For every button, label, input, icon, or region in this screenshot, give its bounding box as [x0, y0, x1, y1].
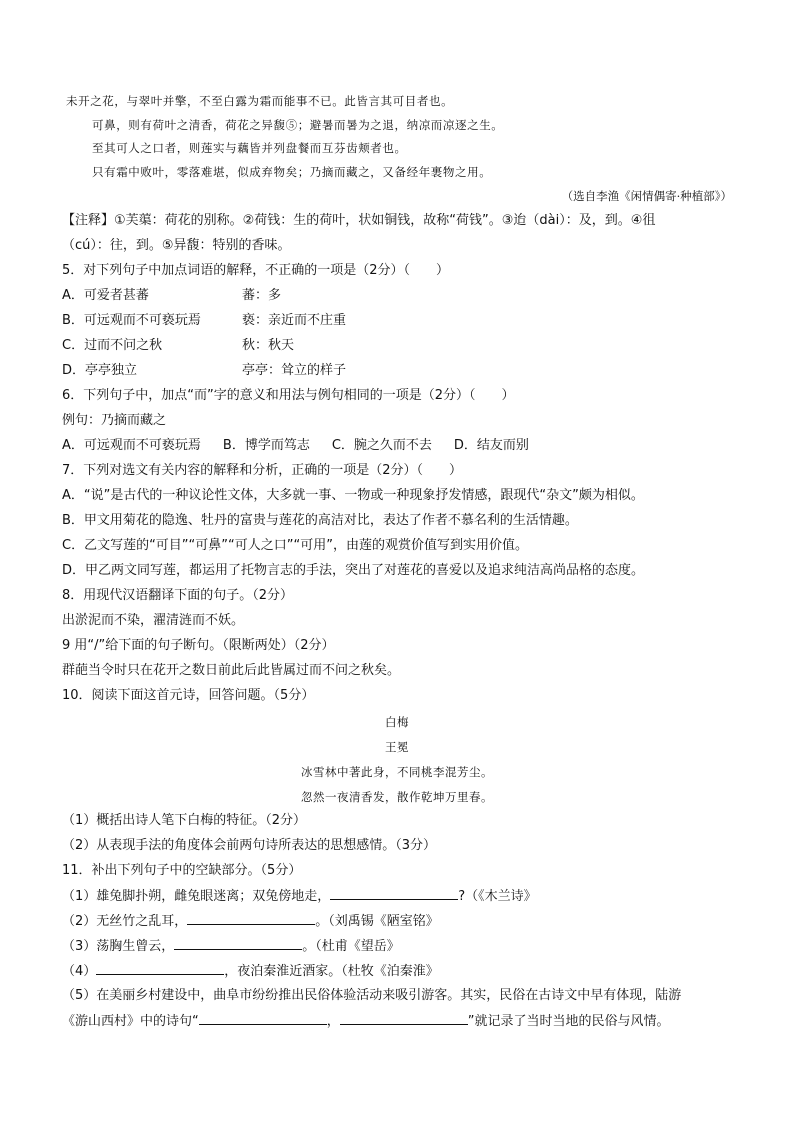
q11-item-1-text: （1）雄兔脚扑朔，雌兔眼迷离；双兔傍地走，	[62, 889, 331, 904]
q5-option-a	[62, 287, 281, 305]
q7-option-b: B．甲文用菊花的隐逸、牡丹的富贵与莲花的高洁对比，表达了作者不慕名利的生活情趣。	[62, 513, 578, 528]
q5-option-d-expl: 亭亭：耸立的样子	[242, 363, 347, 378]
q11-item-3-source: 。（杜甫《望岳》	[302, 939, 400, 954]
poem-author: 王冕	[385, 740, 409, 754]
q5-option-c-expl: 秋：秋天	[242, 338, 295, 353]
notes-line-1: 【注释】①芙蕖：荷花的别称。②荷钱：生的荷叶，状如铜钱，故称“荷钱”。③迨（dài）：及，到。④徂	[62, 213, 656, 228]
q11-item-3-text: （3）荡胸生曾云，	[62, 939, 175, 954]
q7-option-a: A．“说”是古代的一种议论性文体，大多就一事、一物或一种现象抒发情感，跟现代“杂文”颇为相似。	[62, 488, 644, 503]
q8-stem: 8．用现代汉语翻译下面的句子。（2分）	[62, 588, 294, 603]
q11-item-2-source: 。（刘禹锡《陋室铭》	[315, 914, 439, 929]
passage-source: （选自李渔《闲情偶寄·种植部》）	[561, 189, 732, 203]
q6-options	[62, 437, 529, 455]
q7-stem: 7．下列对选文有关内容的解释和分析，正确的一项是（2分）（ ）	[62, 463, 463, 478]
passage-line-2: 可鼻，则有荷叶之清香，荷花之异馥⑤；避暑而暑为之退，纳凉而凉逐之生。	[92, 118, 504, 132]
q11-item-5-text: 《游山西村》中的诗句“	[62, 1014, 199, 1029]
q6-option-a: A．可远观而不可亵玩焉	[62, 438, 201, 453]
q5-option-d-label: D．亭亭独立	[62, 363, 138, 378]
q5-option-a-expl: 蕃：多	[242, 288, 282, 303]
q11-item-3-blank[interactable]	[174, 937, 302, 950]
q9-stem: 9 用“/”给下面的句子断句。（限断两处）（2分）	[62, 638, 335, 653]
q5-option-d	[62, 362, 346, 380]
q5-option-a-label: A．可爱者甚蕃	[62, 288, 149, 303]
poem-line-1: 冰雪林中著此身，不同桃李混芳尘。	[301, 765, 493, 779]
q6-option-d: D．结友而别	[453, 438, 529, 453]
q7-option-d: D．甲乙两文同写莲，都运用了托物言志的手法，突出了对莲花的喜爱以及追求纯洁高尚品格的态度。	[62, 563, 645, 578]
q11-item-1-source: ?（《木兰诗》	[458, 889, 537, 904]
q8-sentence: 出淤泥而不染，濯清涟而不妖。	[62, 613, 245, 628]
notes-line-2: （cú）：往，到。⑤异馥：特别的香味。	[62, 238, 291, 253]
q11-item-5-line-1: （5）在美丽乡村建设中，曲阜市纷纷推出民俗体验活动来吸引游客。其实，民俗在古诗文中早有体现，陆游	[62, 988, 682, 1003]
q5-option-c-label: C．过而不问之秋	[62, 338, 163, 353]
q5-option-b-label: B．可远观而不可亵玩焉	[62, 313, 201, 328]
q6-stem: 6．下列句子中，加点“而”字的意义和用法与例句相同的一项是（2分）（ ）	[62, 388, 515, 403]
q5-option-c	[62, 337, 294, 355]
q11-item-4-source: ，夜泊秦淮近酒家。（杜牧《泊秦淮》	[224, 964, 439, 979]
q6-option-c: C．腕之久而不去	[331, 438, 432, 453]
q5-stem: 5．对下列句子中加点词语的解释，不正确的一项是（2分）（ ）	[62, 263, 450, 278]
q11-item-5-blank-1[interactable]	[199, 1012, 327, 1025]
q11-item-2	[62, 912, 439, 931]
q11-item-1	[62, 887, 537, 906]
passage-line-3: 至其可人之口者，则莲实与藕皆并列盘餐而互芬齿颊者也。	[92, 141, 407, 155]
q11-item-5-comma: ，	[326, 1014, 340, 1029]
passage-line-1: 未开之花，与翠叶并擎，不至白露为霜而能事不已。此皆言其可目者也。	[66, 94, 454, 108]
q11-item-5-blank-2[interactable]	[340, 1012, 468, 1025]
q11-item-4	[62, 962, 439, 981]
q11-stem: 11．补出下列句子中的空缺部分。（5分）	[62, 863, 302, 878]
q11-item-2-blank[interactable]	[187, 912, 315, 925]
poem-line-2: 忽然一夜清香发，散作乾坤万里春。	[301, 790, 493, 804]
q11-item-4-text: （4）	[62, 964, 97, 979]
q5-option-b	[62, 312, 346, 330]
q10-sub2: （2）从表现手法的角度体会前两句诗所表达的思想感情。（3分）	[62, 838, 437, 853]
q11-item-5-line-2	[62, 1012, 670, 1031]
q7-option-c: C．乙文写莲的“可目”“可鼻”“可人之口”“可用”，由莲的观赏价值写到实用价值。	[62, 538, 528, 553]
q9-sentence: 群葩当令时只在花开之数日前此后此皆属过而不问之秋矣。	[62, 663, 401, 678]
q6-option-b: B．博学而笃志	[222, 438, 310, 453]
q11-item-4-blank[interactable]	[96, 962, 224, 975]
q11-item-5-tail: ”就记录了当时当地的民俗与风情。	[467, 1014, 670, 1029]
q11-item-2-text: （2）无丝竹之乱耳，	[62, 914, 188, 929]
q5-option-b-expl: 亵：亲近而不庄重	[242, 313, 347, 328]
passage-line-4: 只有霜中败叶，零落难堪，似成弃物矣；乃摘而藏之，又备经年裹物之用。	[92, 165, 492, 179]
q10-stem: 10．阅读下面这首元诗，回答问题。（5分）	[62, 688, 315, 703]
q6-example: 例句：乃摘而藏之	[62, 413, 167, 428]
q10-sub1: （1）概括出诗人笔下白梅的特征。（2分）	[62, 813, 307, 828]
q11-item-3	[62, 937, 400, 956]
q11-item-1-blank[interactable]	[330, 887, 458, 900]
poem-title: 白梅	[385, 715, 409, 729]
